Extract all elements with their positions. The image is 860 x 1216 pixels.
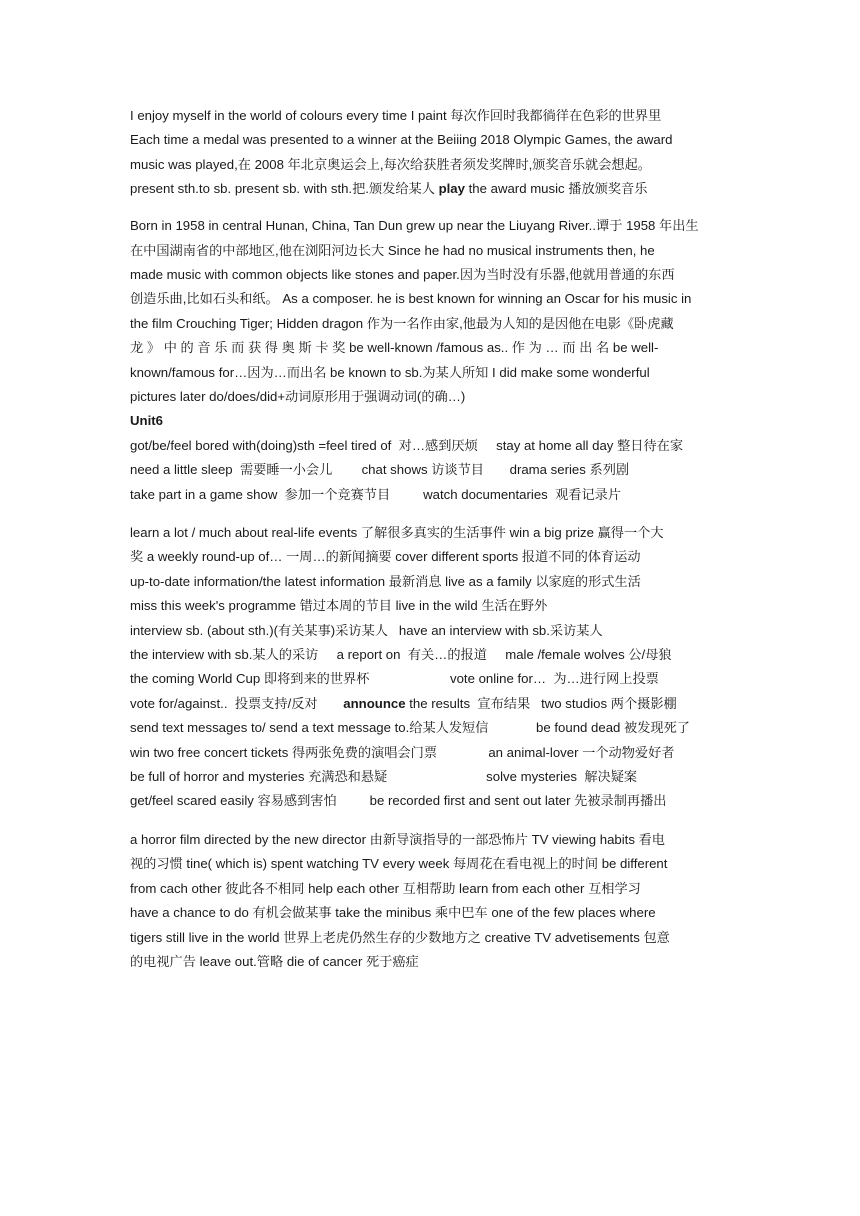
- vocab-line: win two free concert tickets 得两张免费的演唱会门票 an animal-lover 一个动物爱好者: [130, 744, 675, 760]
- vocab-line: take part in a game show 参加一个竞赛节目 watch documentaries 观看记录片: [130, 486, 622, 502]
- vocab-line: be full of horror and mysteries 充满恐和悬疑 solve mysteries 解决疑案: [130, 769, 638, 785]
- document-body: [130, 104, 730, 974]
- text-line: Each time a medal was presented to a winner at the Beiiing 2018 Olympic Games, the award: [130, 132, 673, 148]
- text-line: 创造乐曲,比如石头和纸。 As a composer. he is best known for winning an Oscar for his music in: [130, 291, 692, 307]
- paragraph-painting-award: [130, 104, 730, 202]
- text-line: music was played,在 2008 年北京奥运会上,每次给获胜者须发奖牌时,颁奖音乐就会想起。: [130, 156, 651, 172]
- text-line: made music with common objects like stones and paper.因为当时没有乐器,他就用普通的东西: [130, 266, 675, 282]
- text-line: 在中国湖南省的中部地区,他在浏阳河边长大 Since he had no musical instruments then, he: [130, 242, 655, 258]
- text-line: have a chance to do 有机会做某事 take the minibus 乘中巴车 one of the few places where: [130, 905, 656, 921]
- text-line: 奖 a weekly round-up of… 一周…的新闻摘要 cover different sports 报道不同的体育运动: [130, 549, 641, 565]
- paragraph-tan-dun: [130, 214, 730, 409]
- text-span: vote for/against.. 投票支持/反对: [130, 695, 344, 711]
- text-line: pictures later do/does/did+动词原形用于强调动词(的确…): [130, 388, 466, 404]
- vocab-paragraph: [130, 521, 730, 619]
- text-line: I enjoy myself in the world of colours every time I paint 每次作回时我都徜徉在色彩的世界里: [130, 108, 662, 123]
- text-line: a horror film directed by the new director 由新导演指导的一部恐怖片 TV viewing habits 看电: [130, 831, 665, 847]
- text-line: miss this week's programme 错过本周的节目 live in the wild 生活在野外: [130, 598, 548, 614]
- text-span: the award music 播放颁奖音乐: [464, 181, 648, 197]
- text-line: up-to-date information/the latest information 最新消息 live as a family 以家庭的形式生活: [130, 573, 641, 589]
- text-span: the results 宣布结果 two studios 两个摄影棚: [405, 695, 677, 711]
- text-line: the film Crouching Tiger; Hidden dragon 作为一名作由家,他最为人知的是因他在电影《卧虎藏: [130, 315, 674, 331]
- bold-keyword-play: play: [438, 181, 465, 197]
- unit-heading: Unit6: [130, 413, 163, 429]
- text-line: 龙 》 中 的 音 乐 而 获 得 奥 斯 卡 奖 be well-known /famous as.. 作 为 … 而 出 名 be well-: [130, 340, 659, 356]
- text-line: Born in 1958 in central Hunan, China, Tan Dun grew up near the Liuyang River..谭于 1958 年出生: [130, 218, 699, 234]
- vocab-line: need a little sleep 需要睡一小会儿 chat shows 访谈节目 drama series 系列剧: [130, 462, 630, 478]
- vocab-line-announce: [130, 692, 730, 716]
- text-line: learn a lot / much about real-life events 了解很多真实的生活事件 win a big prize 赢得一个大: [130, 525, 664, 540]
- vocab-paragraph: [130, 828, 730, 974]
- vocab-line: get/feel scared easily 容易感到害怕 be recorded first and sent out later 先被录制再播出: [130, 793, 667, 809]
- vocab-line: send text messages to/ send a text message to.给某人发短信 be found dead 被发现死了: [130, 720, 690, 736]
- text-line: 的电视广告 leave out.管略 die of cancer 死于癌症: [130, 953, 419, 969]
- vocab-line: the interview with sb.某人的采访 a report on 有关…的报道 male /female wolves 公/母狼: [130, 647, 672, 663]
- text-line: tigers still live in the world 世界上老虎仍然生存的少数地方之 creative TV advetisements 包意: [130, 929, 670, 945]
- bold-keyword-announce: announce: [343, 695, 406, 711]
- text-line: 视的习惯 tine( which is) spent watching TV every week 每周花在看电视上的时间 be different: [130, 856, 668, 872]
- text-span: present sth.to sb. present sb. with sth.把.颁发给某人: [130, 181, 439, 197]
- text-line-play: [130, 177, 730, 201]
- vocab-line: the coming World Cup 即将到来的世界杯 vote online for… 为…进行网上投票: [130, 671, 659, 687]
- vocab-line: interview sb. (about sth.)(有关某事)采访某人 have an interview with sb.采访某人: [130, 622, 603, 638]
- text-line: from cach other 彼此各不相同 help each other 互相帮助 learn from each other 互相学习: [130, 880, 641, 896]
- vocab-line: got/be/feel bored with(doing)sth =feel tired of 对…感到厌烦 stay at home all day 整日待在家: [130, 437, 684, 453]
- text-line: known/famous for…因为…而出名 be known to sb.为某人所知 I did make some wonderful: [130, 364, 650, 380]
